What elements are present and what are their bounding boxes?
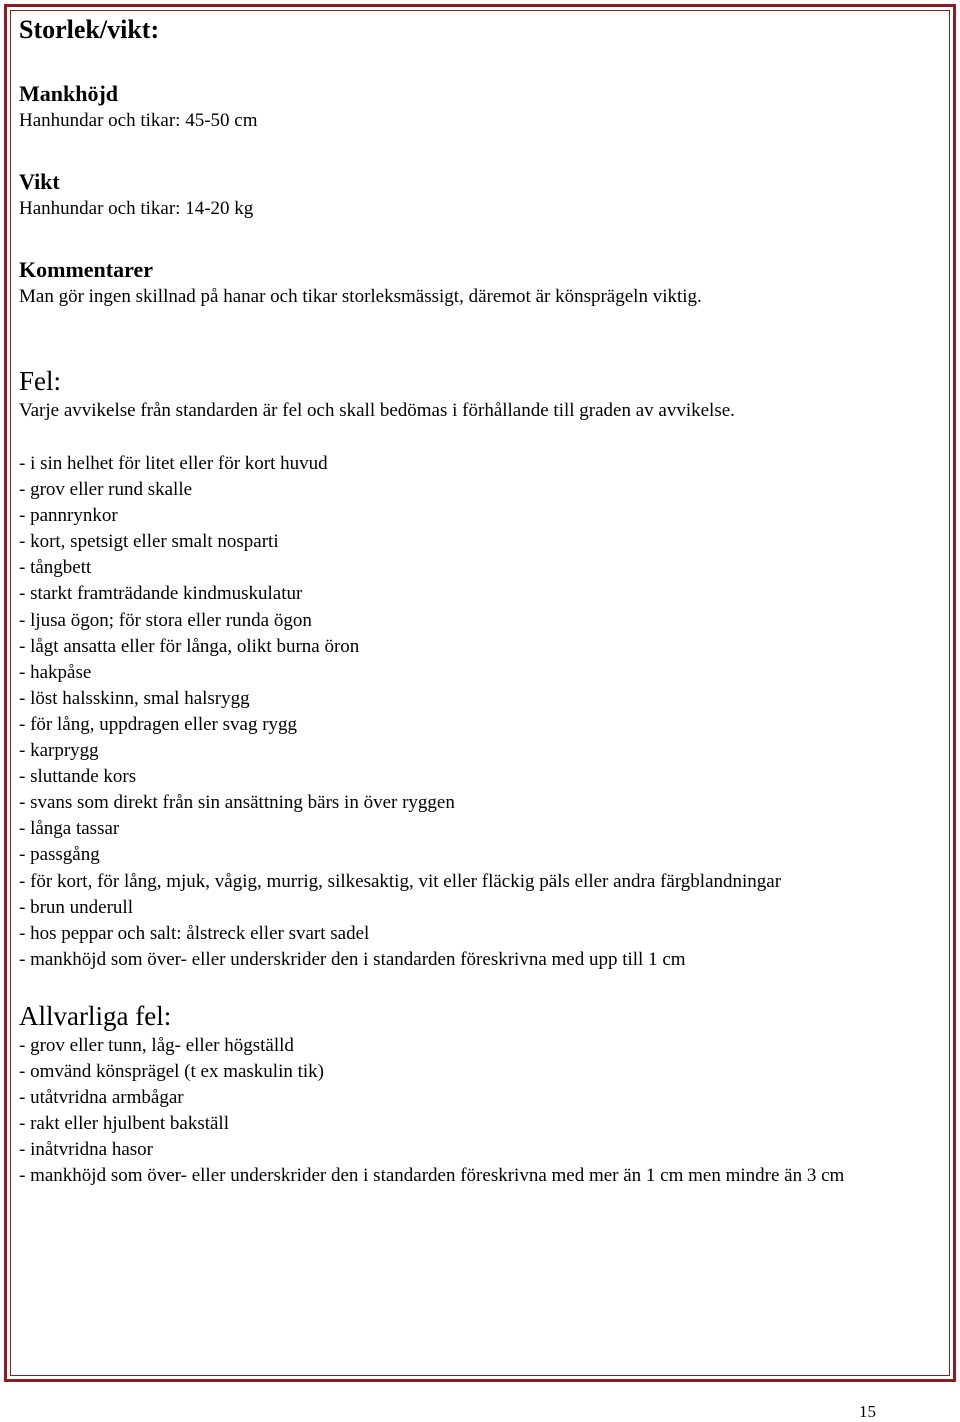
document-content (19, 14, 941, 1189)
list-item: - passgång (19, 844, 100, 866)
list-item: - omvänd könsprägel (t ex maskulin tik) (19, 1060, 324, 1082)
list-item: - ljusa ögon; för stora eller runda ögon (19, 609, 312, 631)
list-item: - utåtvridna armbågar (19, 1087, 184, 1109)
list-item: - pannrynkor (19, 505, 118, 527)
list-item: - mankhöjd som över- eller underskrider den i standarden föreskrivna med mer än 1 cm men mindre än 3 cm (19, 1165, 845, 1187)
list-item: - sluttande kors (19, 766, 137, 788)
faults-list (19, 451, 941, 973)
list-item: - brun underull (19, 896, 133, 918)
faults-intro: Varje avvikelse från standarden är fel och skall bedömas i förhållande till graden av avvikelse. (19, 400, 735, 421)
list-item: - starkt framträdande kindmuskulatur (19, 583, 303, 605)
height-heading: Mankhöjd (19, 81, 119, 106)
comments-text: Man gör ingen skillnad på hanar och tikar storleksmässigt, däremot är könsprägeln viktig. (19, 286, 702, 307)
list-item: - grov eller rund skalle (19, 479, 193, 501)
list-item: - svans som direkt från sin ansättning bärs in över ryggen (19, 792, 455, 814)
list-item: - för kort, för lång, mjuk, vågig, murrig, silkesaktig, vit eller fläckig päls eller andra färgblandningar (19, 870, 782, 892)
list-item: - tångbett (19, 557, 92, 579)
height-text: Hanhundar och tikar: 45-50 cm (19, 110, 258, 131)
serious-faults-list (19, 1033, 941, 1190)
list-item: - för lång, uppdragen eller svag rygg (19, 713, 298, 735)
serious-faults-title: Allvarliga fel: (19, 1000, 172, 1031)
list-item: - karprygg (19, 740, 99, 762)
weight-text: Hanhundar och tikar: 14-20 kg (19, 198, 254, 219)
list-item: - kort, spetsigt eller smalt nosparti (19, 531, 279, 553)
comments-heading: Kommentarer (19, 257, 153, 282)
list-item: - löst halsskinn, smal halsrygg (19, 687, 250, 709)
size-weight-title: Storlek/vikt: (19, 15, 160, 44)
list-item: - inåtvridna hasor (19, 1139, 154, 1161)
list-item: - mankhöjd som över- eller underskrider den i standarden föreskrivna med upp till 1 cm (19, 948, 686, 970)
list-item: - i sin helhet för litet eller för kort huvud (19, 453, 328, 474)
list-item: - grov eller tunn, låg- eller högställd (19, 1034, 294, 1056)
list-item: - rakt eller hjulbent bakställ (19, 1113, 229, 1135)
weight-heading: Vikt (19, 169, 60, 194)
list-item: - hos peppar och salt: ålstreck eller svart sadel (19, 922, 370, 944)
list-item: - hakpåse (19, 661, 92, 683)
faults-title: Fel: (19, 366, 62, 396)
list-item: - långa tassar (19, 818, 120, 840)
list-item: - lågt ansatta eller för långa, olikt burna öron (19, 635, 360, 657)
page-number: 15 (859, 1402, 876, 1421)
